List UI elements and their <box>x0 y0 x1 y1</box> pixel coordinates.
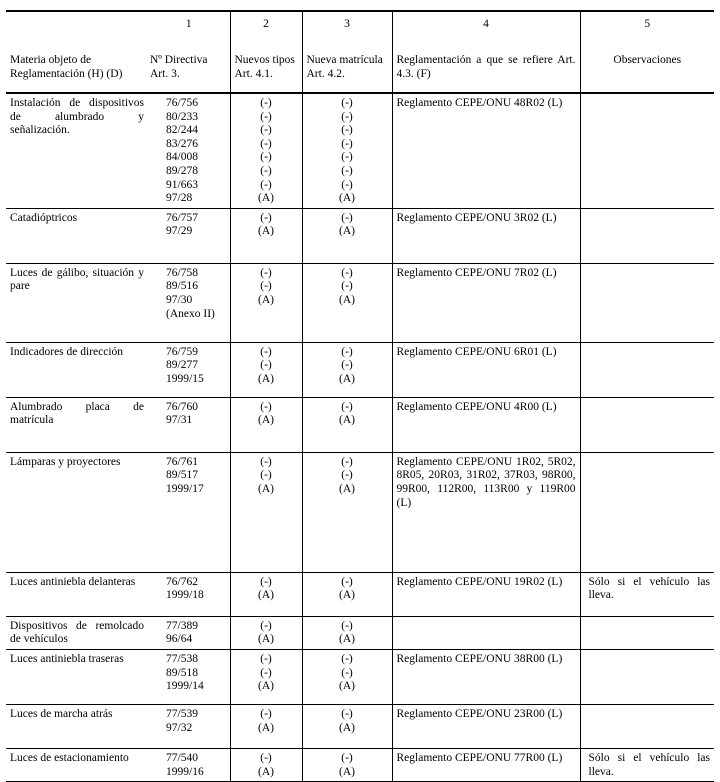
directiva-cell <box>148 616 230 649</box>
nueva-matricula-mark: (-) <box>341 151 353 164</box>
directiva-number: 83/276 <box>166 137 198 150</box>
directiva-number: 76/757 <box>166 211 198 224</box>
directiva-number: 76/761 <box>166 455 198 468</box>
materia-text: Catadióptricos <box>10 211 78 224</box>
header-col2-number: 2 <box>263 18 269 30</box>
directiva-number: 97/32 <box>166 721 193 734</box>
nuevos-tipos-cell <box>230 208 302 263</box>
directiva-number: (Anexo II) <box>166 307 215 320</box>
nueva-matricula-mark: (A) <box>339 414 355 427</box>
nuevos-tipos-cell <box>230 572 302 616</box>
nuevos-tipos-mark: (-) <box>260 97 272 109</box>
table-row <box>6 452 714 572</box>
directiva-cell <box>148 263 230 342</box>
directiva-number: 96/64 <box>166 633 193 646</box>
header-materia-label: Materia objeto de Reglamentación (H) (D) <box>10 54 123 80</box>
table-row <box>6 704 714 748</box>
nueva-matricula-mark: (-) <box>341 359 353 372</box>
directiva-cell <box>148 452 230 572</box>
directiva-number: 80/233 <box>166 110 198 123</box>
nueva-matricula-mark: (-) <box>341 652 353 665</box>
directiva-cell <box>148 572 230 616</box>
observaciones-text <box>581 94 715 99</box>
nueva-matricula-mark: (-) <box>341 211 353 224</box>
observaciones-text: Sólo si el vehículo las lleva. <box>588 575 710 602</box>
header-col1-number: 1 <box>185 18 192 30</box>
table-row <box>6 649 714 704</box>
nuevos-tipos-mark: (-) <box>260 137 272 150</box>
materia-text: Luces de estacionamiento <box>10 751 129 764</box>
directiva-number: 84/008 <box>166 151 198 164</box>
table-row <box>6 208 714 263</box>
nueva-matricula-mark: (-) <box>341 751 353 764</box>
observaciones-text <box>581 264 715 269</box>
directiva-cell <box>148 704 230 748</box>
nueva-matricula-mark: (A) <box>339 225 355 238</box>
materia-text: Luces de marcha atrás <box>10 707 113 720</box>
materia-cell <box>6 704 148 748</box>
nueva-matricula-mark: (-) <box>341 124 353 137</box>
nuevos-tipos-mark: (-) <box>260 666 272 679</box>
header-directiva <box>148 11 230 93</box>
observaciones-cell <box>580 208 714 263</box>
nueva-matricula-mark: (A) <box>339 680 355 693</box>
reglamentacion-text <box>393 617 580 622</box>
nueva-matricula-mark: (-) <box>341 400 353 413</box>
directiva-number: 91/663 <box>166 178 198 191</box>
materia-cell <box>6 263 148 342</box>
nuevos-tipos-mark: (A) <box>258 293 274 306</box>
reglamentacion-cell <box>392 93 580 208</box>
observaciones-text <box>581 650 715 655</box>
nuevos-tipos-mark: (-) <box>260 469 272 482</box>
materia-cell <box>6 649 148 704</box>
nueva-matricula-mark: (A) <box>339 633 355 646</box>
table-row <box>6 616 714 649</box>
nuevos-tipos-mark: (-) <box>260 211 272 224</box>
directiva-number: 1999/16 <box>166 765 204 778</box>
nueva-matricula-mark: (-) <box>341 178 353 191</box>
directiva-number: 76/762 <box>166 575 198 588</box>
nuevos-tipos-cell <box>230 748 302 781</box>
header-nuevos-tipos-label: Nuevos tipos Art. 4.1. <box>234 54 295 80</box>
header-observaciones-label: Observaciones <box>613 54 682 66</box>
materia-cell <box>6 208 148 263</box>
observaciones-cell <box>580 748 714 781</box>
materia-cell <box>6 748 148 781</box>
directiva-number: 89/517 <box>166 469 198 482</box>
nueva-matricula-cell <box>302 342 392 397</box>
table-row <box>6 572 714 616</box>
directiva-cell <box>148 208 230 263</box>
header-reglamentacion-label: Reglamentación a que se refiere Art. 4.3. (F) <box>396 54 576 80</box>
reglamentacion-cell <box>392 616 580 649</box>
reglamentacion-text: Reglamento CEPE/ONU 6R01 (L) <box>396 345 557 358</box>
nuevos-tipos-mark: (-) <box>260 124 272 137</box>
nueva-matricula-mark: (-) <box>341 266 353 279</box>
directiva-cell <box>148 748 230 781</box>
directiva-number: 97/29 <box>166 225 193 238</box>
nuevos-tipos-mark: (-) <box>260 455 272 468</box>
observaciones-text <box>581 343 715 348</box>
directiva-number: 77/389 <box>166 619 198 632</box>
table-row <box>6 93 714 208</box>
nueva-matricula-mark: (-) <box>341 345 353 358</box>
nuevos-tipos-mark: (-) <box>260 280 272 293</box>
materia-cell <box>6 342 148 397</box>
directiva-number: 76/760 <box>166 400 198 413</box>
nuevos-tipos-cell <box>230 93 302 208</box>
reglamentacion-text: Reglamento CEPE/ONU 48R02 (L) <box>396 97 563 109</box>
directiva-number: 1999/18 <box>166 589 204 602</box>
nueva-matricula-cell <box>302 208 392 263</box>
materia-text: Luces de gálibo, situación y pare <box>10 266 144 293</box>
nueva-matricula-mark <box>303 308 392 322</box>
table-row <box>6 397 714 452</box>
nueva-matricula-mark: (-) <box>341 97 353 109</box>
reglamentacion-text: Reglamento CEPE/ONU 23R00 (L) <box>396 707 563 720</box>
materia-text: Luces antiniebla delanteras <box>10 575 136 588</box>
nueva-matricula-cell <box>302 572 392 616</box>
reglamentacion-cell <box>392 452 580 572</box>
observaciones-cell <box>580 397 714 452</box>
nueva-matricula-mark: (-) <box>341 110 353 123</box>
nuevos-tipos-mark: (-) <box>260 652 272 665</box>
regulation-table <box>6 10 714 782</box>
directiva-number: 89/516 <box>166 280 198 293</box>
nueva-matricula-cell <box>302 748 392 781</box>
reglamentacion-text: Reglamento CEPE/ONU 7R02 (L) <box>396 266 557 279</box>
observaciones-cell <box>580 263 714 342</box>
directiva-number: 89/278 <box>166 164 198 177</box>
nueva-matricula-mark: (-) <box>341 619 353 632</box>
materia-cell <box>6 397 148 452</box>
nuevos-tipos-mark: (A) <box>258 372 274 385</box>
reglamentacion-cell <box>392 263 580 342</box>
nueva-matricula-mark: (A) <box>339 721 355 734</box>
directiva-number: 89/277 <box>166 359 198 372</box>
directiva-number: 1999/17 <box>166 482 204 495</box>
observaciones-text <box>581 453 715 458</box>
observaciones-text <box>581 209 715 214</box>
reglamentacion-cell <box>392 397 580 452</box>
nueva-matricula-cell <box>302 649 392 704</box>
nuevos-tipos-cell <box>230 452 302 572</box>
nueva-matricula-mark: (A) <box>339 293 355 306</box>
nueva-matricula-cell <box>302 93 392 208</box>
nuevos-tipos-mark: (-) <box>260 619 272 632</box>
reglamentacion-cell <box>392 649 580 704</box>
observaciones-text <box>581 617 715 622</box>
nueva-matricula-cell <box>302 616 392 649</box>
header-observaciones <box>580 11 714 93</box>
directiva-cell <box>148 93 230 208</box>
observaciones-cell <box>580 572 714 616</box>
reglamentacion-cell <box>392 572 580 616</box>
directiva-number: 76/759 <box>166 345 198 358</box>
reglamentacion-cell <box>392 704 580 748</box>
nuevos-tipos-cell <box>230 616 302 649</box>
header-col3-number: 3 <box>344 18 350 30</box>
nueva-matricula-mark: (A) <box>339 482 355 495</box>
observaciones-cell <box>580 704 714 748</box>
nuevos-tipos-mark: (A) <box>258 589 274 602</box>
header-col5-number: 5 <box>644 18 651 30</box>
nuevos-tipos-mark: (-) <box>260 345 272 358</box>
nuevos-tipos-mark: (-) <box>260 575 272 588</box>
directiva-number: 76/756 <box>166 97 198 109</box>
reglamentacion-text: Reglamento CEPE/ONU 1R02, 5R02, 8R05, 20R03, 31R02, 37R03, 98R00, 99R00, 112R00, 113R00 y 119R00 (L) <box>396 455 576 509</box>
nueva-matricula-mark: (A) <box>339 765 355 778</box>
observaciones-text: Sólo si el vehículo las lleva. <box>588 751 710 778</box>
materia-cell <box>6 572 148 616</box>
nuevos-tipos-mark: (A) <box>258 765 274 778</box>
directiva-number: 82/244 <box>166 124 198 137</box>
materia-text: Luces antiniebla traseras <box>10 652 124 665</box>
nueva-matricula-cell <box>302 452 392 572</box>
directiva-number: 77/539 <box>166 707 198 720</box>
nuevos-tipos-cell <box>230 397 302 452</box>
nueva-matricula-mark: (-) <box>341 469 353 482</box>
materia-text: Lámparas y proyectores <box>10 455 121 468</box>
nuevos-tipos-cell <box>230 263 302 342</box>
header-directiva-label: Nº Directiva Art. 3. <box>150 54 208 80</box>
nueva-matricula-mark: (A) <box>339 589 355 602</box>
nuevos-tipos-mark: (-) <box>260 151 272 164</box>
nuevos-tipos-mark: (-) <box>260 751 272 764</box>
reglamentacion-text: Reglamento CEPE/ONU 38R00 (L) <box>396 652 563 665</box>
observaciones-cell <box>580 616 714 649</box>
directiva-number: 76/758 <box>166 266 198 279</box>
nuevos-tipos-mark: (-) <box>260 178 272 191</box>
observaciones-cell <box>580 93 714 208</box>
nueva-matricula-mark: (-) <box>341 137 353 150</box>
reglamentacion-cell <box>392 342 580 397</box>
reglamentacion-text: Reglamento CEPE/ONU 19R02 (L) <box>396 575 563 588</box>
directiva-number: 97/28 <box>166 192 193 205</box>
nuevos-tipos-mark: (A) <box>258 225 274 238</box>
directiva-number: 77/538 <box>166 652 198 665</box>
nuevos-tipos-cell <box>230 704 302 748</box>
nueva-matricula-mark: (-) <box>341 455 353 468</box>
observaciones-text <box>581 398 715 403</box>
materia-cell <box>6 452 148 572</box>
table-row <box>6 342 714 397</box>
nuevos-tipos-mark: (-) <box>260 400 272 413</box>
directiva-number: 1999/14 <box>166 680 204 693</box>
nueva-matricula-mark: (-) <box>341 666 353 679</box>
reglamentacion-text: Reglamento CEPE/ONU 77R00 (L) <box>396 751 563 764</box>
nuevos-tipos-mark <box>231 308 302 322</box>
nuevos-tipos-mark: (-) <box>260 266 272 279</box>
nueva-matricula-mark: (A) <box>339 192 355 205</box>
nueva-matricula-mark: (-) <box>341 707 353 720</box>
nueva-matricula-mark: (-) <box>341 575 353 588</box>
reglamentacion-text: Reglamento CEPE/ONU 4R00 (L) <box>396 400 557 413</box>
observaciones-cell <box>580 342 714 397</box>
materia-text: Instalación de dispositivos de alumbrado y señalización. <box>10 97 144 137</box>
directiva-cell <box>148 649 230 704</box>
nuevos-tipos-mark: (A) <box>258 482 274 495</box>
directiva-number: 97/31 <box>166 414 193 427</box>
directiva-number: 1999/15 <box>166 372 204 385</box>
materia-text: Indicadores de dirección <box>10 345 124 358</box>
reglamentacion-cell <box>392 748 580 781</box>
directiva-number: 89/518 <box>166 666 198 679</box>
header-nueva-matricula <box>302 11 392 93</box>
materia-cell <box>6 93 148 208</box>
nueva-matricula-mark: (-) <box>341 164 353 177</box>
nuevos-tipos-cell <box>230 649 302 704</box>
directiva-cell <box>148 397 230 452</box>
directiva-number: 97/30 <box>166 293 193 306</box>
observaciones-cell <box>580 649 714 704</box>
nueva-matricula-cell <box>302 704 392 748</box>
header-reglamentacion <box>392 11 580 93</box>
nuevos-tipos-mark: (A) <box>258 680 274 693</box>
observaciones-cell <box>580 452 714 572</box>
nuevos-tipos-mark: (-) <box>260 359 272 372</box>
materia-text: Alumbrado placa de matrícula <box>10 400 144 427</box>
nueva-matricula-mark: (A) <box>339 372 355 385</box>
nuevos-tipos-mark: (-) <box>260 110 272 123</box>
reglamentacion-text: Reglamento CEPE/ONU 3R02 (L) <box>396 211 557 224</box>
nuevos-tipos-mark: (-) <box>260 164 272 177</box>
header-nuevos-tipos <box>230 11 302 93</box>
header-col4-number: 4 <box>483 18 489 30</box>
materia-cell <box>6 616 148 649</box>
nueva-matricula-cell <box>302 397 392 452</box>
reglamentacion-cell <box>392 208 580 263</box>
header-materia <box>6 11 148 93</box>
nuevos-tipos-cell <box>230 342 302 397</box>
table-row <box>6 263 714 342</box>
observaciones-text <box>581 705 715 710</box>
table-header-row <box>6 11 714 93</box>
materia-text: Dispositivos de remolcado de vehículos <box>10 619 144 646</box>
directiva-number: 77/540 <box>166 751 198 764</box>
header-nueva-matricula-label: Nueva matrícula Art. 4.2. <box>306 54 383 80</box>
nuevos-tipos-mark: (A) <box>258 414 274 427</box>
directiva-cell <box>148 342 230 397</box>
nuevos-tipos-mark: (A) <box>258 721 274 734</box>
nueva-matricula-cell <box>302 263 392 342</box>
nuevos-tipos-mark: (A) <box>258 192 274 205</box>
nuevos-tipos-mark: (A) <box>258 633 274 646</box>
nueva-matricula-mark: (-) <box>341 280 353 293</box>
nuevos-tipos-mark: (-) <box>260 707 272 720</box>
table-row <box>6 748 714 781</box>
